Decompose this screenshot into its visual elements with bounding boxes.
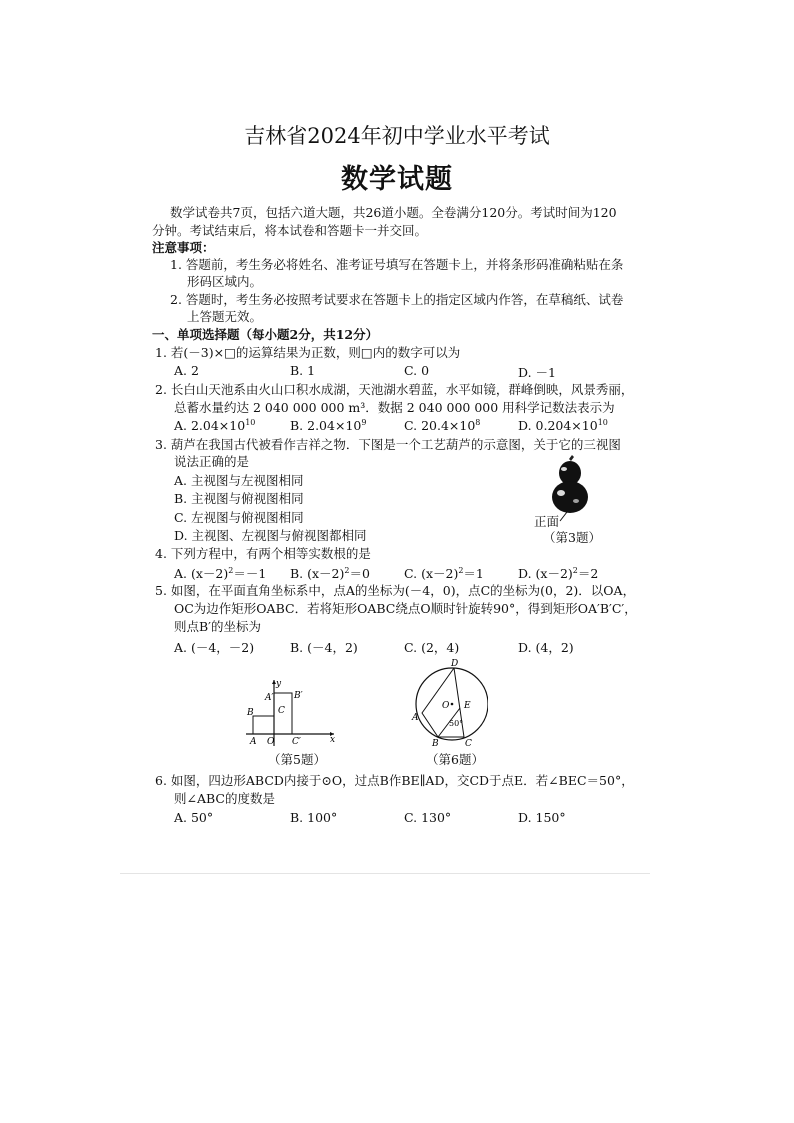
exam-subject-title: 数学试题	[341, 164, 453, 195]
question-1-stem: 1. 若(－3)×□的运算结果为正数，则□内的数字可以为	[155, 345, 461, 360]
question-5-option-d: D. (4，2)	[518, 640, 574, 655]
intro-line-2: 分钟。考试结束后，将本试卷和答题卡一并交回。	[152, 223, 428, 238]
question-3-line-1: 3. 葫芦在我国古代被看作吉祥之物．下图是一个工艺葫芦的示意图，关于它的三视图	[155, 437, 621, 452]
question-6-option-d: D. 150°	[518, 810, 566, 825]
question-4-option-c: C. $(x-2)^2=1$	[404, 566, 484, 581]
question-3-option-a: A. 主视图与左视图相同	[174, 473, 304, 488]
label-a-prime: A′	[265, 693, 274, 703]
question-2-line-2: 总蓄水量约达 2 040 000 000 m³．数据 2 040 000 000 用科学记数法表示为	[174, 400, 615, 415]
label-x: x	[330, 735, 336, 745]
question-6-figure-caption: （第6题）	[426, 752, 484, 767]
question-3-option-b: B. 主视图与俯视图相同	[174, 491, 304, 506]
exam-title: 吉林省2024年初中学业水平考试	[244, 124, 550, 148]
question-5-line-2: OC为边作矩形OABC．若将矩形OABC绕点O顺时针旋转90°，得到矩形OA′B′C′，	[174, 601, 637, 616]
page-divider	[120, 873, 650, 874]
question-5-option-b: B. (－4，2)	[290, 640, 358, 655]
notice-item-2-line-1: 2. 答题时，考生务必按照考试要求在答题卡上的指定区域内作答，在草稿纸、试卷	[170, 292, 624, 307]
question-5-option-a: A. (－4，－2)	[174, 640, 255, 655]
question-4-option-a: A. $(x-2)^2=-1$	[174, 566, 267, 581]
question-5-figure-caption: （第5题）	[268, 752, 326, 767]
question-1-option-a: A. 2	[174, 363, 199, 378]
label-y: y	[276, 679, 282, 689]
label-c-prime: C′	[292, 737, 301, 747]
notice-item-2-line-2: 上答题无效。	[187, 309, 263, 324]
question-5-figure	[240, 676, 340, 748]
question-2-option-c: C. $20.4\times 10^8$	[404, 418, 481, 433]
question-1-option-b: B. 1	[290, 363, 316, 378]
question-1-option-c: C. 0	[404, 363, 430, 378]
label-d: D	[451, 659, 459, 669]
question-6-option-a: A. 50°	[174, 810, 214, 825]
question-4-stem: 4. 下列方程中，有两个相等实数根的是	[155, 546, 371, 561]
label-b-prime: B′	[294, 691, 303, 701]
label-b: B	[247, 708, 254, 718]
label-c: C	[278, 706, 285, 716]
question-5-line-3: 则点B′的坐标为	[174, 619, 262, 634]
question-2-option-b: B. $2.04\times 10^9$	[290, 418, 367, 433]
intro-line-1: 数学试卷共7页，包括六道大题，共26道小题。全卷满分120分。考试时间为120	[170, 205, 617, 220]
question-3-figure-label: 正面	[534, 514, 560, 529]
question-1-option-d: D. －1	[518, 365, 556, 380]
label-c: C	[465, 739, 472, 748]
label-e: E	[464, 701, 471, 711]
question-2-option-d: D. $0.204\times 10^{10}$	[518, 418, 608, 433]
question-2-line-1: 2. 长白山天池系由火山口积水成湖，天池湖水碧蓝，水平如镜，群峰倒映，风景秀丽，	[155, 382, 634, 397]
rectangle-oabc	[253, 716, 274, 734]
question-6-option-c: C. 130°	[404, 810, 452, 825]
question-5-line-1: 5. 如图，在平面直角坐标系中，点A的坐标为(－4，0)，点C的坐标为(0，2)．以OA，	[155, 583, 636, 598]
question-4-option-b: B. $(x-2)^2=0$	[290, 566, 370, 581]
question-2-option-a: A. $2.04\times 10^{10}$	[174, 418, 256, 433]
question-3-option-d: D. 主视图、左视图与俯视图都相同	[174, 528, 367, 543]
question-6-option-b: B. 100°	[290, 810, 338, 825]
label-o: O	[267, 737, 275, 747]
question-3-figure-caption: （第3题）	[543, 530, 601, 545]
gourd-icon	[552, 455, 588, 513]
notice-item-1-line-2: 形码区域内。	[187, 274, 263, 289]
label-a: A	[412, 713, 419, 723]
question-4-option-d: D. $(x-2)^2=2$	[518, 566, 599, 581]
label-o: O	[442, 701, 450, 711]
label-a: A	[250, 737, 257, 747]
question-6-line-2: 则∠ABC的度数是	[174, 791, 275, 806]
question-3-option-c: C. 左视图与俯视图相同	[174, 510, 304, 525]
label-angle: 50°	[449, 719, 464, 728]
question-5-option-c: C. (2，4)	[404, 640, 460, 655]
question-6-line-1: 6. 如图，四边形ABCD内接于⊙O，过点B作BE∥AD，交CD于点E．若∠BEC＝50°，	[155, 773, 634, 788]
section-1-heading: 一、单项选择题（每小题2分，共12分）	[152, 327, 379, 342]
notice-heading: 注意事项：	[152, 240, 215, 255]
notice-item-1-line-1: 1. 答题前，考生务必将姓名、准考证号填写在答题卡上，并将条形码准确粘贴在条	[170, 257, 624, 272]
question-3-line-2: 说法正确的是	[174, 454, 250, 469]
label-b: B	[432, 739, 439, 748]
question-6-figure	[408, 658, 488, 748]
